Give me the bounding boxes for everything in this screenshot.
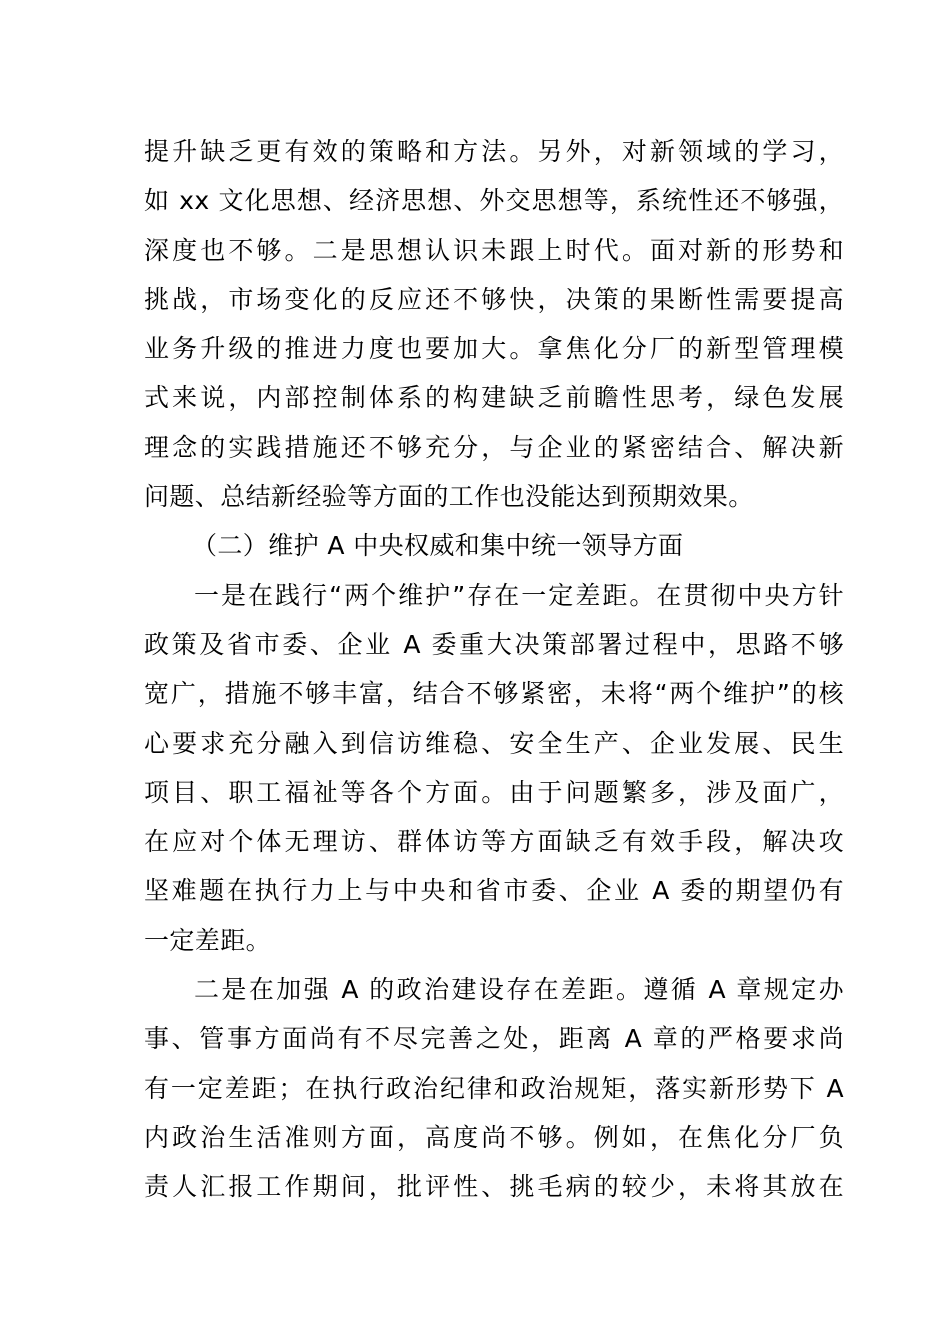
text-line: 深度也不够。二是思想认识未跟上时代。面对新的形势和: [144, 235, 844, 265]
document-body: [144, 127, 844, 1212]
text-line: 事、管事方面尚有不尽完善之处，距离 A 章的严格要求尚: [144, 1024, 844, 1054]
text-line: 坚难题在执行力上与中央和省市委、企业 A 委的期望仍有: [144, 876, 844, 906]
text-line: 问题、总结新经验等方面的工作也没能达到预期效果。: [144, 482, 754, 512]
text-line: 政策及省市委、企业 A 委重大决策部署过程中，思路不够: [144, 629, 844, 659]
text-line: 一是在践行“两个维护”存在一定差距。在贯彻中央方针: [194, 580, 844, 610]
text-line: 责人汇报工作期间，批评性、挑毛病的较少，未将其放在: [144, 1172, 844, 1202]
text-line: 有一定差距；在执行政治纪律和政治规矩，落实新形势下 A: [144, 1073, 844, 1103]
text-line: 挑战，市场变化的反应还不够快，决策的果断性需要提高: [144, 284, 844, 314]
section-heading: [144, 521, 844, 570]
paragraph: [144, 571, 844, 965]
section-heading-text: （二）维护 A 中央权威和集中统一领导方面: [192, 531, 684, 561]
text-line: 业务升级的推进力度也要加大。拿焦化分厂的新型管理模: [144, 334, 844, 364]
text-line: 心要求充分融入到信访维稳、安全生产、企业发展、民生: [144, 728, 844, 758]
text-line: 一定差距。: [144, 925, 272, 955]
text-line: 如 xx 文化思想、经济思想、外交思想等，系统性还不够强，: [144, 186, 844, 216]
text-line: 在应对个体无理访、群体访等方面缺乏有效手段，解决攻: [144, 827, 844, 857]
text-line: 式来说，内部控制体系的构建缺乏前瞻性思考，绿色发展: [144, 383, 844, 413]
text-line: 宽广，措施不够丰富，结合不够紧密，未将“两个维护”的核: [144, 679, 844, 709]
text-line: 提升缺乏更有效的策略和方法。另外，对新领域的学习，: [144, 137, 844, 166]
text-line: 理念的实践措施还不够充分，与企业的紧密结合、解决新: [144, 432, 844, 462]
text-line: 项目、职工福祉等各个方面。由于问题繁多，涉及面广，: [144, 777, 844, 807]
text-line: 二是在加强 A 的政治建设存在差距。遵循 A 章规定办: [194, 975, 844, 1005]
paragraph: [144, 965, 844, 1211]
text-line: 内政治生活准则方面，高度尚不够。例如，在焦化分厂负: [144, 1122, 844, 1152]
paragraph-continued: [144, 127, 844, 521]
